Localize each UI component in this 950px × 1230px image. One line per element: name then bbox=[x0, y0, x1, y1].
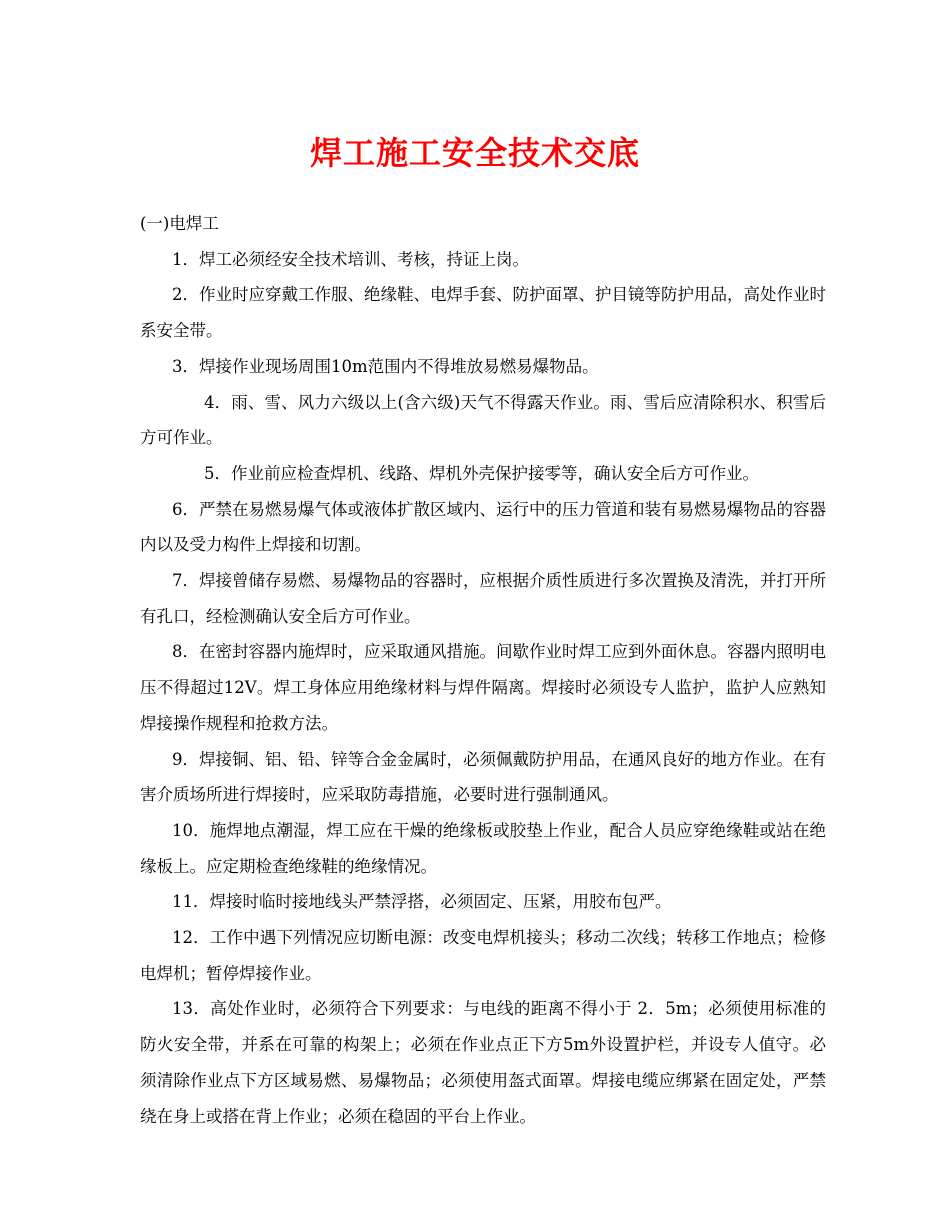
list-item-7: 7．焊接曾储存易燃、易爆物品的容器时，应根据介质性质进行多次置换及清洗，并打开所有孔口，经检测确认安全后方可作业。 bbox=[140, 571, 826, 626]
list-item-11: 11．焊接时临时接地线头严禁浮搭，必须固定、压紧，用胶布包严。 bbox=[172, 892, 672, 912]
list-item-10: 10．施焊地点潮湿，焊工应在干燥的绝缘板或胶垫上作业，配合人员应穿绝缘鞋或站在绝缘板上。应定期检查绝缘鞋的绝缘情况。 bbox=[140, 820, 826, 876]
list-item-4: 4．雨、雪、风力六级以上(含六级)天气不得露天作业。雨、雪后应清除积水、积雪后方可作业。 bbox=[140, 392, 826, 448]
list-item-3: 3．焊接作业现场周围10m范围内不得堆放易燃易爆物品。 bbox=[172, 356, 599, 376]
list-item-2: 2．作业时应穿戴工作服、绝缘鞋、电焊手套、防护面罩、护目镜等防护用品，高处作业时系安全带。 bbox=[140, 285, 826, 341]
document-body bbox=[140, 206, 826, 1134]
document-title: 焊工施工安全技术交底 bbox=[309, 134, 640, 172]
list-item-9: 9．焊接铜、铝、铅、锌等合金金属时，必须佩戴防护用品，在通风良好的地方作业。在有害介质场所进行焊接时，应采取防毒措施，必要时进行强制通风。 bbox=[140, 749, 826, 805]
list-item-8: 8．在密封容器内施焊时，应采取通风措施。间歇作业时焊工应到外面休息。容器内照明电压不得超过12V。焊工身体应用绝缘材料与焊件隔离。焊接时必须设专人监护，监护人应熟知焊接操作规程和抢救方法。 bbox=[140, 642, 826, 733]
list-item-1: 1．焊工必须经安全技术培训、考核，持证上岗。 bbox=[172, 249, 529, 269]
list-item-5: 5．作业前应检查焊机、线路、焊机外壳保护接零等，确认安全后方可作业。 bbox=[204, 463, 759, 483]
section-heading: (一)电焊工 bbox=[140, 214, 219, 233]
list-item-12: 12．工作中遇下列情况应切断电源：改变电焊机接头；移动二次线；转移工作地点；检修电焊机；暂停焊接作业。 bbox=[140, 928, 826, 983]
list-item-6: 6．严禁在易燃易爆气体或液体扩散区域内、运行中的压力管道和装有易燃易爆物品的容器内以及受力构件上焊接和切割。 bbox=[140, 499, 826, 555]
list-item-13: 13．高处作业时，必须符合下列要求：与电线的距离不得小于 2．5m；必须使用标准的防火安全带，并系在可靠的构架上；必须在作业点正下方5m外设置护栏，并设专人值守。必须清除作业点下方区域易燃、易爆物品；必须使用盔式面罩。焊接电缆应绑紧在固定处，严禁绕在身上或搭在背上作业；必须在稳固的平台上作业。 bbox=[140, 999, 826, 1126]
